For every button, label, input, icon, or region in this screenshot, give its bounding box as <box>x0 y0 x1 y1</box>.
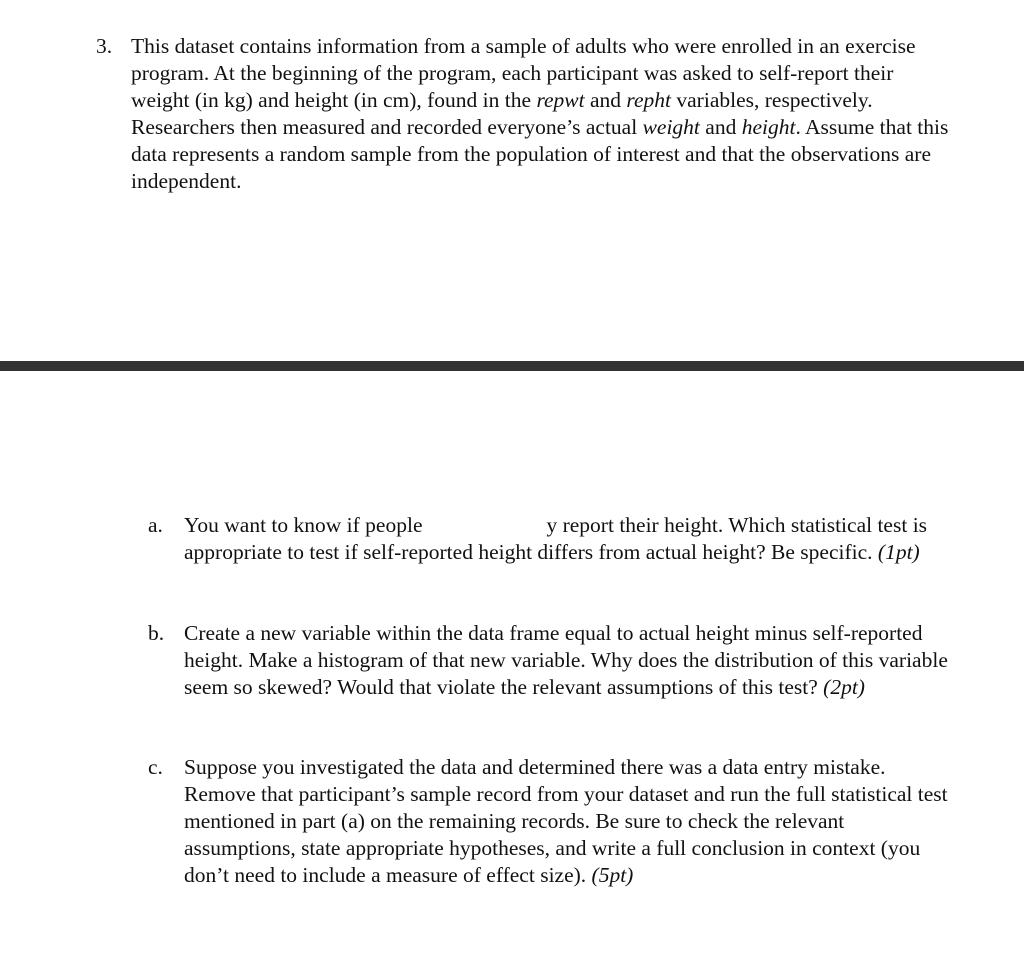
part-a-text <box>184 512 948 566</box>
question-text-part-5: . Assume that this data represents a random sample from the population of interest and that the observations are independent. <box>131 115 949 193</box>
part-c <box>148 754 948 889</box>
part-b <box>148 620 948 701</box>
variable-weight: weight <box>642 115 700 139</box>
question-text-part-2: and <box>584 88 627 112</box>
question-number: 3. <box>96 34 113 58</box>
part-a-label: a. <box>148 513 163 537</box>
variable-repwt: repwt <box>536 88 585 112</box>
question-text-part-1: This dataset contains information from a sample of adults who were enrolled in an exercise program. At the beginning of the program, each participant was asked to self-report their weight (in kg) and height (in cm), found in the <box>131 34 916 112</box>
part-a-text-1: You want to know if people <box>184 513 423 537</box>
part-b-text-1: Create a new variable within the data frame equal to actual height minus self-reported height. Make a histogram of that new variable. Why does the distribution of this variable seem so skewed? Would that violate the relevant assumptions of this test? <box>184 621 948 699</box>
part-c-label: c. <box>148 755 163 779</box>
question-text-part-3: variables, respectively. Researchers then measured and recorded everyone’s actual <box>131 88 873 139</box>
part-a-points: (1pt) <box>877 540 920 564</box>
part-c-points: (5pt) <box>591 863 634 887</box>
part-b-points: (2pt) <box>823 675 865 699</box>
part-c-text <box>184 754 948 889</box>
part-c-text-1: Suppose you investigated the data and determined there was a data entry mistake. Remove that participant’s sample record from your dataset and run the full statistical test mentioned in part (a) on the remaining records. Be sure to check the relevant assumptions, state appropriate hypotheses, and write a full conclusion in context (you don’t need to include a measure of effect size). <box>184 755 948 887</box>
variable-repht: repht <box>626 88 672 112</box>
question-3 <box>96 33 956 195</box>
part-b-text <box>184 620 948 701</box>
part-a <box>148 512 948 566</box>
part-b-label: b. <box>148 621 165 645</box>
divider-bar <box>0 361 1024 371</box>
question-text <box>131 33 956 195</box>
variable-height: height <box>741 115 796 139</box>
question-text-part-4: and <box>699 115 742 139</box>
part-a-text-2: y report their height. Which statistical test is appropriate to test if self-reported height differs from actual height? Be specific. <box>184 513 928 564</box>
